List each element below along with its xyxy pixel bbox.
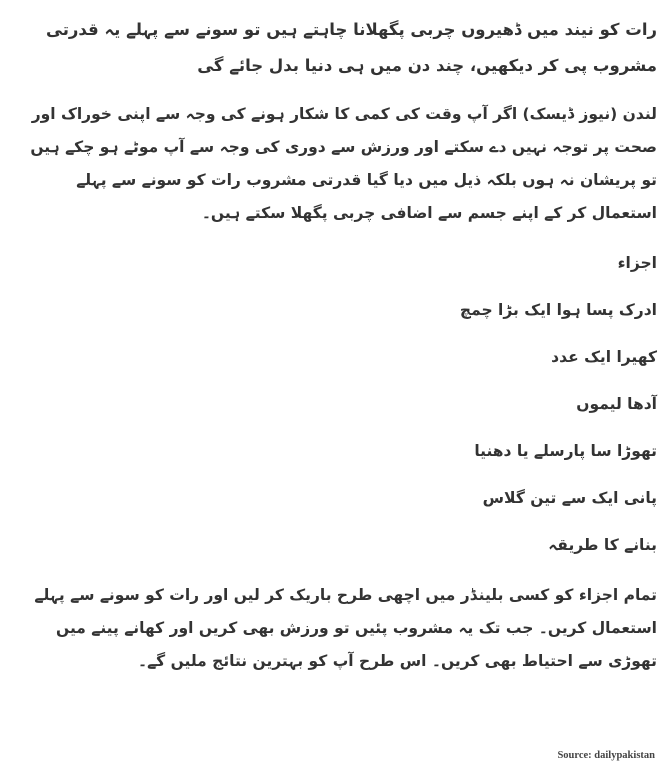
article-headline: رات کو نیند میں ڈھیروں چربی پگھلانا چاہتے ہیں تو سونے سے پہلے یہ قدرتی مشروب پی کر دیکھیں، چند دن میں ہی دنیا بدل جائے گی: [46, 20, 657, 75]
ingredient-item: کھیرا ایک عدد: [551, 348, 657, 366]
method-heading: بنانے کا طریقہ: [548, 536, 657, 554]
method-paragraph: تمام اجزاء کو کسی بلینڈر میں اچھی طرح باریک کر لیں اور رات کو سونے سے پہلے استعمال کریں۔ جب تک یہ مشروب پئیں تو ورزش بھی کریں اور کھانے پینے میں تھوڑی سے احتیاط بھی کریں۔ اس طرح آپ کو بہترین نتائج ملیں گے۔: [34, 586, 657, 670]
ingredient-item: ادرک پسا ہوا ایک بڑا چمچ: [459, 301, 657, 319]
source-credit: Source: dailypakistan: [557, 750, 655, 761]
ingredient-item: پانی ایک سے تین گلاس: [482, 489, 657, 507]
article-intro-paragraph: لندن (نیوز ڈیسک) اگر آپ وقت کی کمی کا شکار ہونے کی وجہ سے اپنی خوراک اور صحت پر توجہ نہیں دے سکتے اور ورزش سے دوری کی وجہ سے آپ موٹے ہو چکے ہیں تو پریشان نہ ہوں بلکہ ذیل میں دیا گیا قدرتی مشروب رات کو سونے سے پہلے استعمال کر کے اپنے جسم سے اضافی چربی پگھلا سکتے ہیں۔: [30, 105, 657, 222]
ingredient-item: آدھا لیموں: [576, 395, 657, 413]
ingredients-heading: اجزاء: [617, 254, 657, 272]
ingredient-item: تھوڑا سا پارسلے یا دھنیا: [474, 442, 657, 460]
